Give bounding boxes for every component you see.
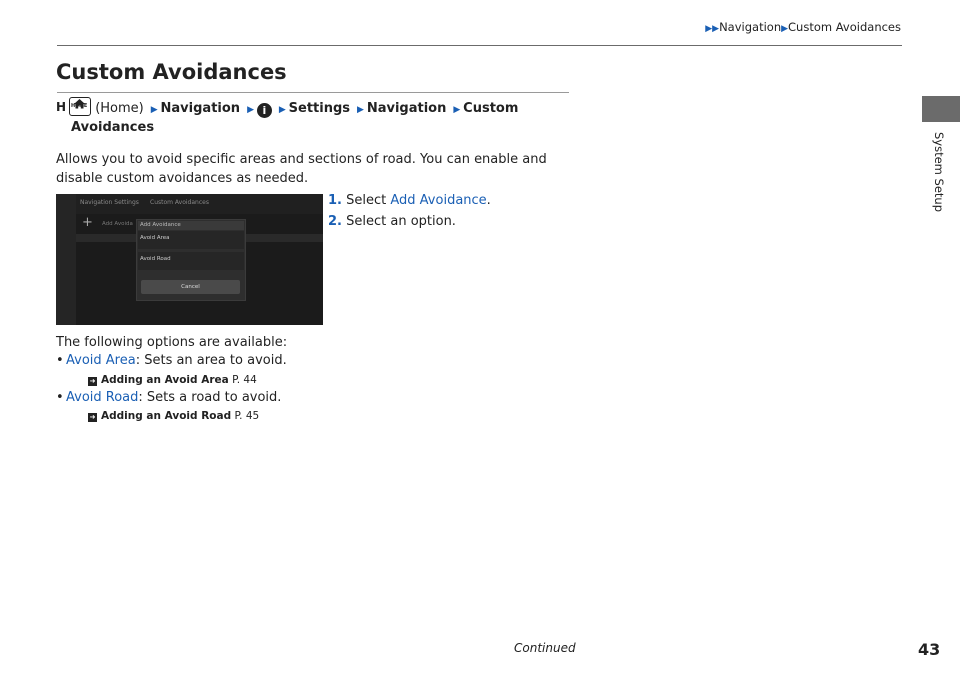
- cross-reference-avoid-area[interactable]: [88, 374, 257, 386]
- header-divider: [57, 45, 902, 46]
- breadcrumb-item-custom-avoidances[interactable]: Custom Avoidances: [788, 20, 901, 34]
- breadcrumb: [705, 20, 901, 34]
- option-name: Avoid Area: [66, 353, 136, 368]
- path-arrow-icon: ▶: [450, 105, 464, 115]
- reference-title: Adding an Avoid Area: [101, 374, 229, 386]
- dialog-title: Add Avoidance: [138, 221, 244, 230]
- step-1: [328, 190, 491, 211]
- reference-page: P. 44: [232, 374, 257, 386]
- step-text-suffix: .: [486, 193, 491, 208]
- add-avoidance-dialog: [136, 219, 246, 301]
- reference-arrow-icon: ➜: [89, 413, 96, 421]
- title-divider: [57, 92, 569, 93]
- home-prefix-icon: H: [56, 100, 67, 114]
- page-number: 43: [918, 640, 941, 659]
- section-tab-text: System Setup: [932, 131, 946, 213]
- option-desc: : Sets an area to avoid.: [135, 353, 287, 368]
- bullet-icon: •: [56, 353, 64, 368]
- cross-reference-avoid-road[interactable]: [88, 410, 259, 422]
- step-text: Select: [346, 193, 391, 208]
- home-button-icon: HOME: [69, 97, 91, 116]
- step-highlight: Add Avoidance: [390, 193, 487, 208]
- dialog-option-avoid-area[interactable]: Avoid Area: [138, 231, 244, 249]
- screen-plus-icon: +: [82, 215, 93, 230]
- device-screenshot: [56, 194, 323, 325]
- screen-header-title: Navigation Settings: [80, 199, 139, 206]
- breadcrumb-item-navigation[interactable]: Navigation: [719, 20, 782, 34]
- section-tab-label: [919, 130, 959, 214]
- reference-title: Adding an Avoid Road: [101, 410, 232, 422]
- steps-list: [328, 190, 491, 232]
- path-item-custom: Custom: [463, 101, 519, 116]
- options-intro: The following options are available:: [56, 335, 288, 350]
- dialog-cancel-button[interactable]: Cancel: [141, 280, 240, 294]
- screen-add-avoidance-label: Add Avoida: [102, 221, 133, 227]
- reference-arrow-icon: ➜: [89, 377, 96, 385]
- continued-label: Continued: [514, 641, 576, 655]
- step-number: 1.: [328, 193, 342, 208]
- path-item-navigation-2: Navigation: [366, 101, 447, 116]
- path-item-navigation: Navigation: [160, 101, 241, 116]
- step-number: 2.: [328, 214, 342, 229]
- reference-page: P. 45: [234, 410, 260, 422]
- option-name: Avoid Road: [66, 390, 139, 405]
- home-label: (Home): [95, 101, 144, 116]
- path-arrow-icon: ▶: [354, 105, 367, 115]
- screen-left-bar: [56, 194, 76, 325]
- step-2: [328, 211, 491, 232]
- option-avoid-road: [56, 390, 281, 405]
- page-title: Custom Avoidances: [56, 60, 287, 84]
- path-arrow-icon: ▶: [244, 105, 257, 115]
- section-tab-marker: [922, 96, 960, 122]
- dialog-option-avoid-road[interactable]: Avoid Road: [138, 252, 244, 270]
- screen-header-subtitle: Custom Avoidances: [150, 199, 209, 206]
- bullet-icon: •: [56, 390, 64, 405]
- option-avoid-area: [56, 353, 287, 368]
- path-arrow-icon: ▶: [276, 105, 289, 115]
- option-desc: : Sets a road to avoid.: [138, 390, 282, 405]
- menu-path: [56, 97, 556, 137]
- path-arrow-icon: ▶: [147, 105, 161, 115]
- path-item-avoidances: Avoidances: [71, 120, 155, 135]
- info-icon: i: [257, 103, 272, 118]
- breadcrumb-arrow-icon: ▶▶: [705, 24, 720, 34]
- path-item-settings: Settings: [288, 101, 351, 116]
- step-text: Select an option.: [346, 214, 456, 229]
- description-text: Allows you to avoid specific areas and sections of road. You can enable and disable custom avoidances as needed.: [56, 152, 547, 186]
- breadcrumb-arrow-icon: ▶: [781, 24, 789, 34]
